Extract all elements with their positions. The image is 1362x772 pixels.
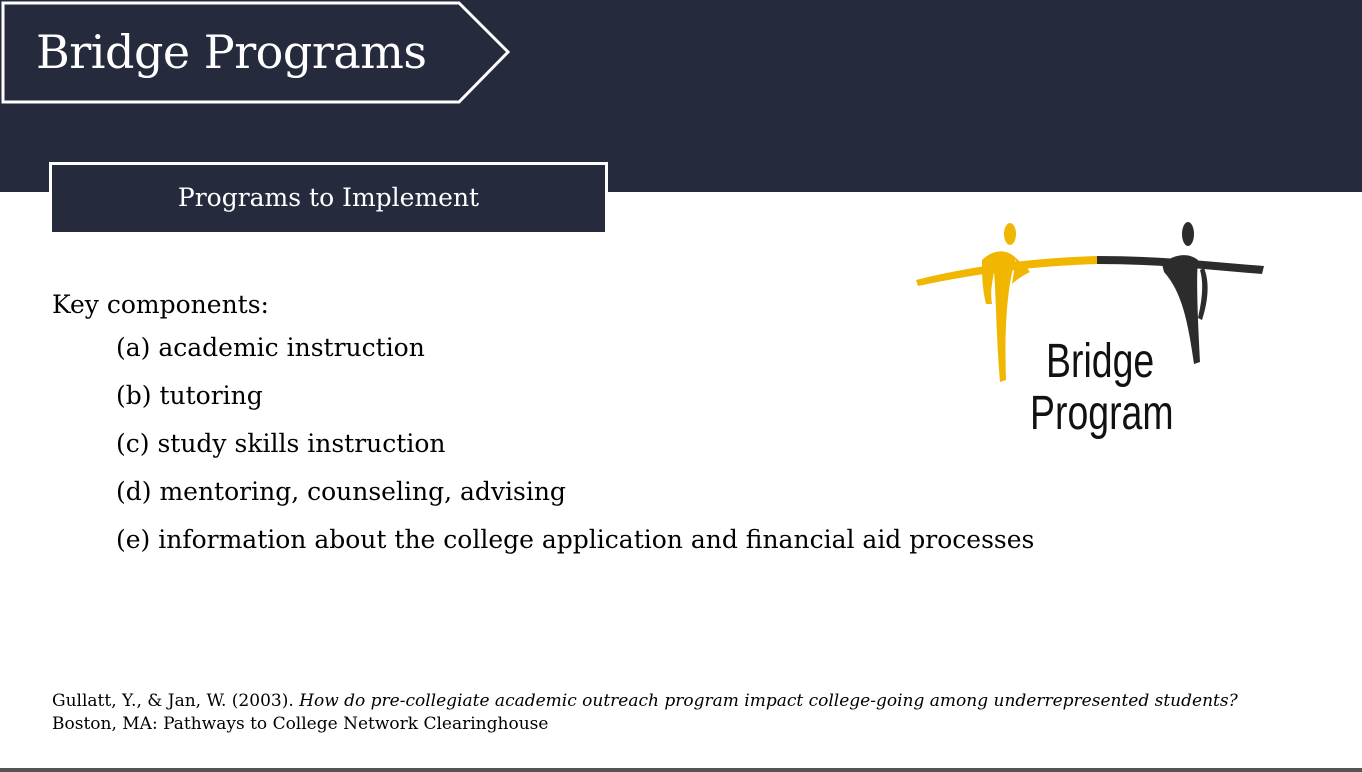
citation-authors: Gullatt, Y., & Jan, W. (2003). [52,691,300,711]
slide-title: Bridge Programs [36,25,427,79]
logo-text-line1: Bridge [1046,335,1155,388]
components-heading: Key components: [52,290,269,319]
components-list [52,324,1034,564]
citation-publisher: Boston, MA: Pathways to College Network Clearinghouse [52,714,549,734]
list-item: (e) information about the college application and financial aid processes [116,525,1035,554]
logo-text-line2: Program [1030,387,1174,440]
list-item: (b) tutoring [116,381,263,410]
bridge-program-logo [912,212,1272,457]
citation-title: How do pre-collegiate academic outreach program impact college-going among underrepresented students? [299,691,1238,711]
list-item: (c) study skills instruction [116,429,446,458]
bottom-divider [0,768,1362,772]
components-block [52,286,1034,564]
citation-line-1 [52,690,1238,713]
list-item: (d) mentoring, counseling, advising [116,477,566,506]
list-item: (a) academic instruction [116,333,425,362]
slide-subtitle: Programs to Implement [177,183,480,212]
citation [52,690,1238,736]
